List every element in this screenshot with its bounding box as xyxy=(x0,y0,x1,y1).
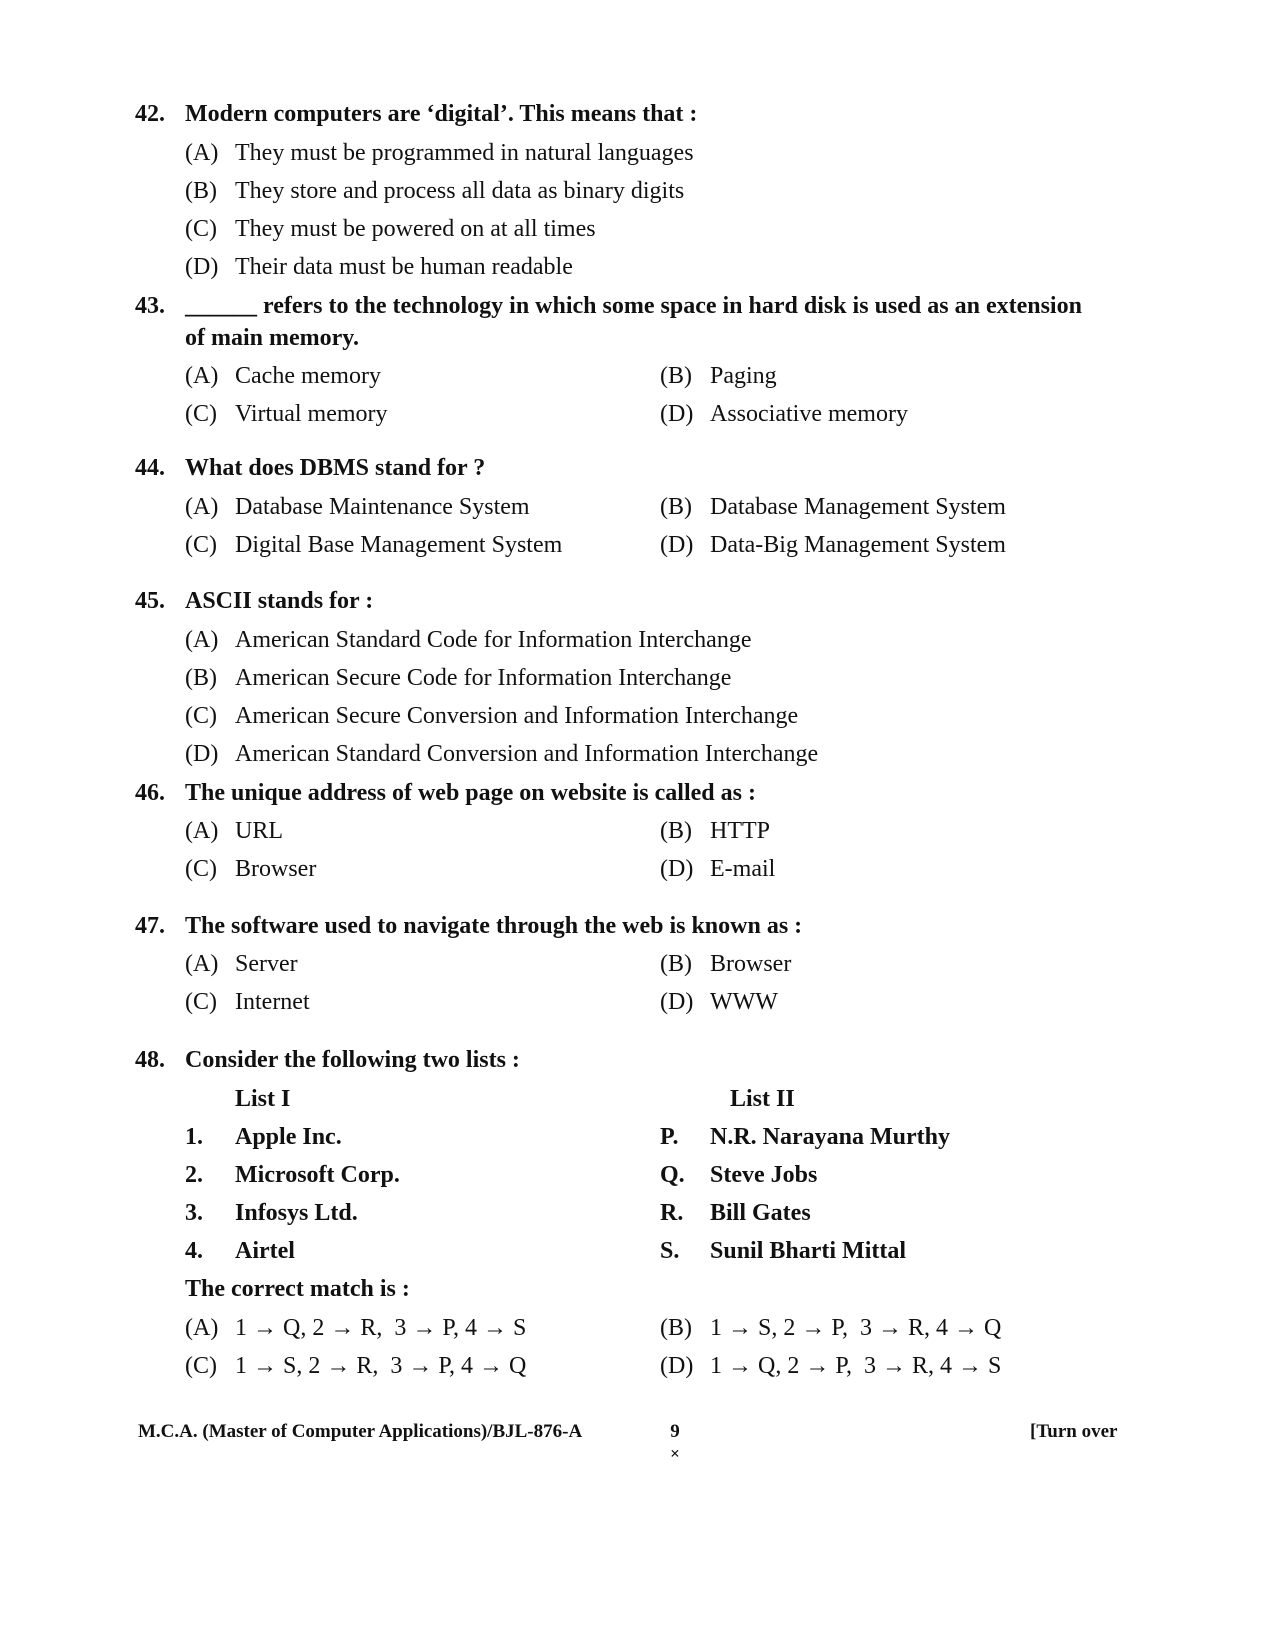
option-c xyxy=(185,853,316,885)
list-item-text: Airtel xyxy=(235,1238,295,1264)
option-a xyxy=(185,815,283,847)
option-a xyxy=(185,624,751,656)
option-c xyxy=(185,986,310,1018)
match-prompt: The correct match is : xyxy=(185,1276,410,1302)
question-text: ______ refers to the technology in which some space in hard disk is used as an extension of main memory. xyxy=(185,293,1082,351)
option-d xyxy=(185,738,818,770)
option-b xyxy=(185,175,684,207)
list-item-label: R. xyxy=(660,1200,684,1226)
option-text: HTTP xyxy=(710,818,770,844)
option-d xyxy=(660,986,778,1018)
option-label: (C) xyxy=(185,216,217,242)
option-b xyxy=(660,491,1006,523)
option-text: They must be powered on at all times xyxy=(235,216,596,242)
list-item-label: S. xyxy=(660,1238,680,1264)
option-text: Paging xyxy=(710,363,777,389)
option-a xyxy=(185,137,694,169)
footer-page-number: 9 xyxy=(670,1421,680,1442)
option-b xyxy=(185,662,731,694)
option-text: Data-Big Management System xyxy=(710,532,1006,558)
list-1-item xyxy=(185,1121,342,1153)
list-item-label: 2. xyxy=(185,1162,203,1188)
option-text: American Standard Code for Information Interchange xyxy=(235,627,752,653)
option-label: (A) xyxy=(185,363,219,389)
list-2-title: List II xyxy=(730,1086,795,1112)
option-label: (C) xyxy=(185,1353,217,1379)
option-text: American Standard Conversion and Information Interchange xyxy=(235,741,819,767)
question-number: 43. xyxy=(135,293,165,319)
footer-turn-over: [Turn over xyxy=(1030,1421,1118,1442)
option-label: (C) xyxy=(185,856,217,882)
question-number: 46. xyxy=(135,780,165,806)
option-text: Browser xyxy=(235,856,317,882)
option-label: (D) xyxy=(660,532,694,558)
option-label: (B) xyxy=(185,665,217,691)
list-1-item xyxy=(185,1235,295,1267)
option-label: (C) xyxy=(185,532,217,558)
list-item-text: Steve Jobs xyxy=(710,1162,818,1188)
list-item-label: 1. xyxy=(185,1124,203,1150)
question-text: Consider the following two lists : xyxy=(185,1047,520,1073)
option-text: Database Maintenance System xyxy=(235,494,530,520)
option-text: Server xyxy=(235,951,298,977)
question-text: The software used to navigate through the web is known as : xyxy=(185,913,803,939)
option-d xyxy=(660,398,908,430)
list-item-text: Bill Gates xyxy=(710,1200,811,1226)
option-label: (A) xyxy=(185,627,219,653)
option-text: Their data must be human readable xyxy=(235,254,573,280)
option-label: (B) xyxy=(660,1315,692,1341)
option-label: (A) xyxy=(185,1315,219,1341)
list-item-label: Q. xyxy=(660,1162,685,1188)
option-label: (C) xyxy=(185,703,217,729)
option-label: (D) xyxy=(660,401,694,427)
option-label: (A) xyxy=(185,818,219,844)
option-label: (A) xyxy=(185,140,219,166)
option-d xyxy=(185,251,573,283)
option-text: Digital Base Management System xyxy=(235,532,563,558)
option-text: 1 → Q, 2 → R, 3 → P, 4 → S xyxy=(235,1315,527,1341)
question-text: The unique address of web page on website is called as : xyxy=(185,780,756,806)
option-a xyxy=(185,948,298,980)
option-c xyxy=(185,398,388,430)
option-label: (B) xyxy=(660,951,692,977)
option-c xyxy=(185,1350,526,1382)
option-label: (D) xyxy=(660,856,694,882)
list-1-item xyxy=(185,1197,358,1229)
option-text: 1 → S, 2 → P, 3 → R, 4 → Q xyxy=(710,1315,1002,1341)
option-label: (B) xyxy=(185,178,217,204)
option-d xyxy=(660,1350,1001,1382)
question-number: 45. xyxy=(135,588,165,614)
question-number: 44. xyxy=(135,455,165,481)
option-label: (D) xyxy=(185,741,219,767)
option-b xyxy=(660,948,791,980)
option-text: Associative memory xyxy=(710,401,908,427)
option-label: (B) xyxy=(660,494,692,520)
list-item-text: N.R. Narayana Murthy xyxy=(710,1124,950,1150)
option-text: URL xyxy=(235,818,283,844)
question-number: 47. xyxy=(135,913,165,939)
question-number: 42. xyxy=(135,101,165,127)
option-text: Browser xyxy=(710,951,792,977)
option-label: (D) xyxy=(185,254,219,280)
list-2-item xyxy=(660,1121,950,1153)
option-b xyxy=(660,815,770,847)
option-label: (D) xyxy=(660,1353,694,1379)
list-1-item xyxy=(185,1159,400,1191)
option-text: Database Management System xyxy=(710,494,1006,520)
question-text: What does DBMS stand for ? xyxy=(185,455,486,481)
option-d xyxy=(660,853,775,885)
option-text: 1 → Q, 2 → P, 3 → R, 4 → S xyxy=(710,1353,1002,1379)
option-label: (C) xyxy=(185,989,217,1015)
list-2-item xyxy=(660,1197,811,1229)
footer-mark: × xyxy=(670,1444,680,1463)
list-item-label: P. xyxy=(660,1124,679,1150)
list-item-label: 3. xyxy=(185,1200,203,1226)
list-item-text: Microsoft Corp. xyxy=(235,1162,400,1188)
question-text: ASCII stands for : xyxy=(185,588,374,614)
option-text: American Secure Conversion and Information Interchange xyxy=(235,703,799,729)
option-a xyxy=(185,491,530,523)
option-c xyxy=(185,529,562,561)
footer-course-code: M.C.A. (Master of Computer Applications)/BJL-876-A xyxy=(138,1421,583,1442)
option-c xyxy=(185,213,596,245)
list-item-text: Sunil Bharti Mittal xyxy=(710,1238,907,1264)
list-2-item xyxy=(660,1235,906,1267)
option-label: (C) xyxy=(185,401,217,427)
option-a xyxy=(185,1312,526,1344)
option-label: (A) xyxy=(185,951,219,977)
option-c xyxy=(185,700,798,732)
option-label: (D) xyxy=(660,989,694,1015)
option-b xyxy=(660,360,777,392)
option-text: They store and process all data as binary digits xyxy=(235,178,685,204)
option-text: American Secure Code for Information Interchange xyxy=(235,665,732,691)
option-text: Virtual memory xyxy=(235,401,388,427)
option-label: (A) xyxy=(185,494,219,520)
list-item-text: Apple Inc. xyxy=(235,1124,342,1150)
option-text: Internet xyxy=(235,989,310,1015)
option-label: (B) xyxy=(660,818,692,844)
option-text: 1 → S, 2 → R, 3 → P, 4 → Q xyxy=(235,1353,527,1379)
question-text: Modern computers are ‘digital’. This means that : xyxy=(185,101,698,127)
option-text: Cache memory xyxy=(235,363,381,389)
option-text: They must be programmed in natural languages xyxy=(235,140,694,166)
option-text: WWW xyxy=(710,989,778,1015)
option-text: E-mail xyxy=(710,856,776,882)
option-a xyxy=(185,360,381,392)
option-label: (B) xyxy=(660,363,692,389)
option-d xyxy=(660,529,1006,561)
list-item-label: 4. xyxy=(185,1238,203,1264)
list-1-title: List I xyxy=(235,1086,291,1112)
list-item-text: Infosys Ltd. xyxy=(235,1200,358,1226)
list-2-item xyxy=(660,1159,817,1191)
question-number: 48. xyxy=(135,1047,165,1073)
option-b xyxy=(660,1312,1001,1344)
